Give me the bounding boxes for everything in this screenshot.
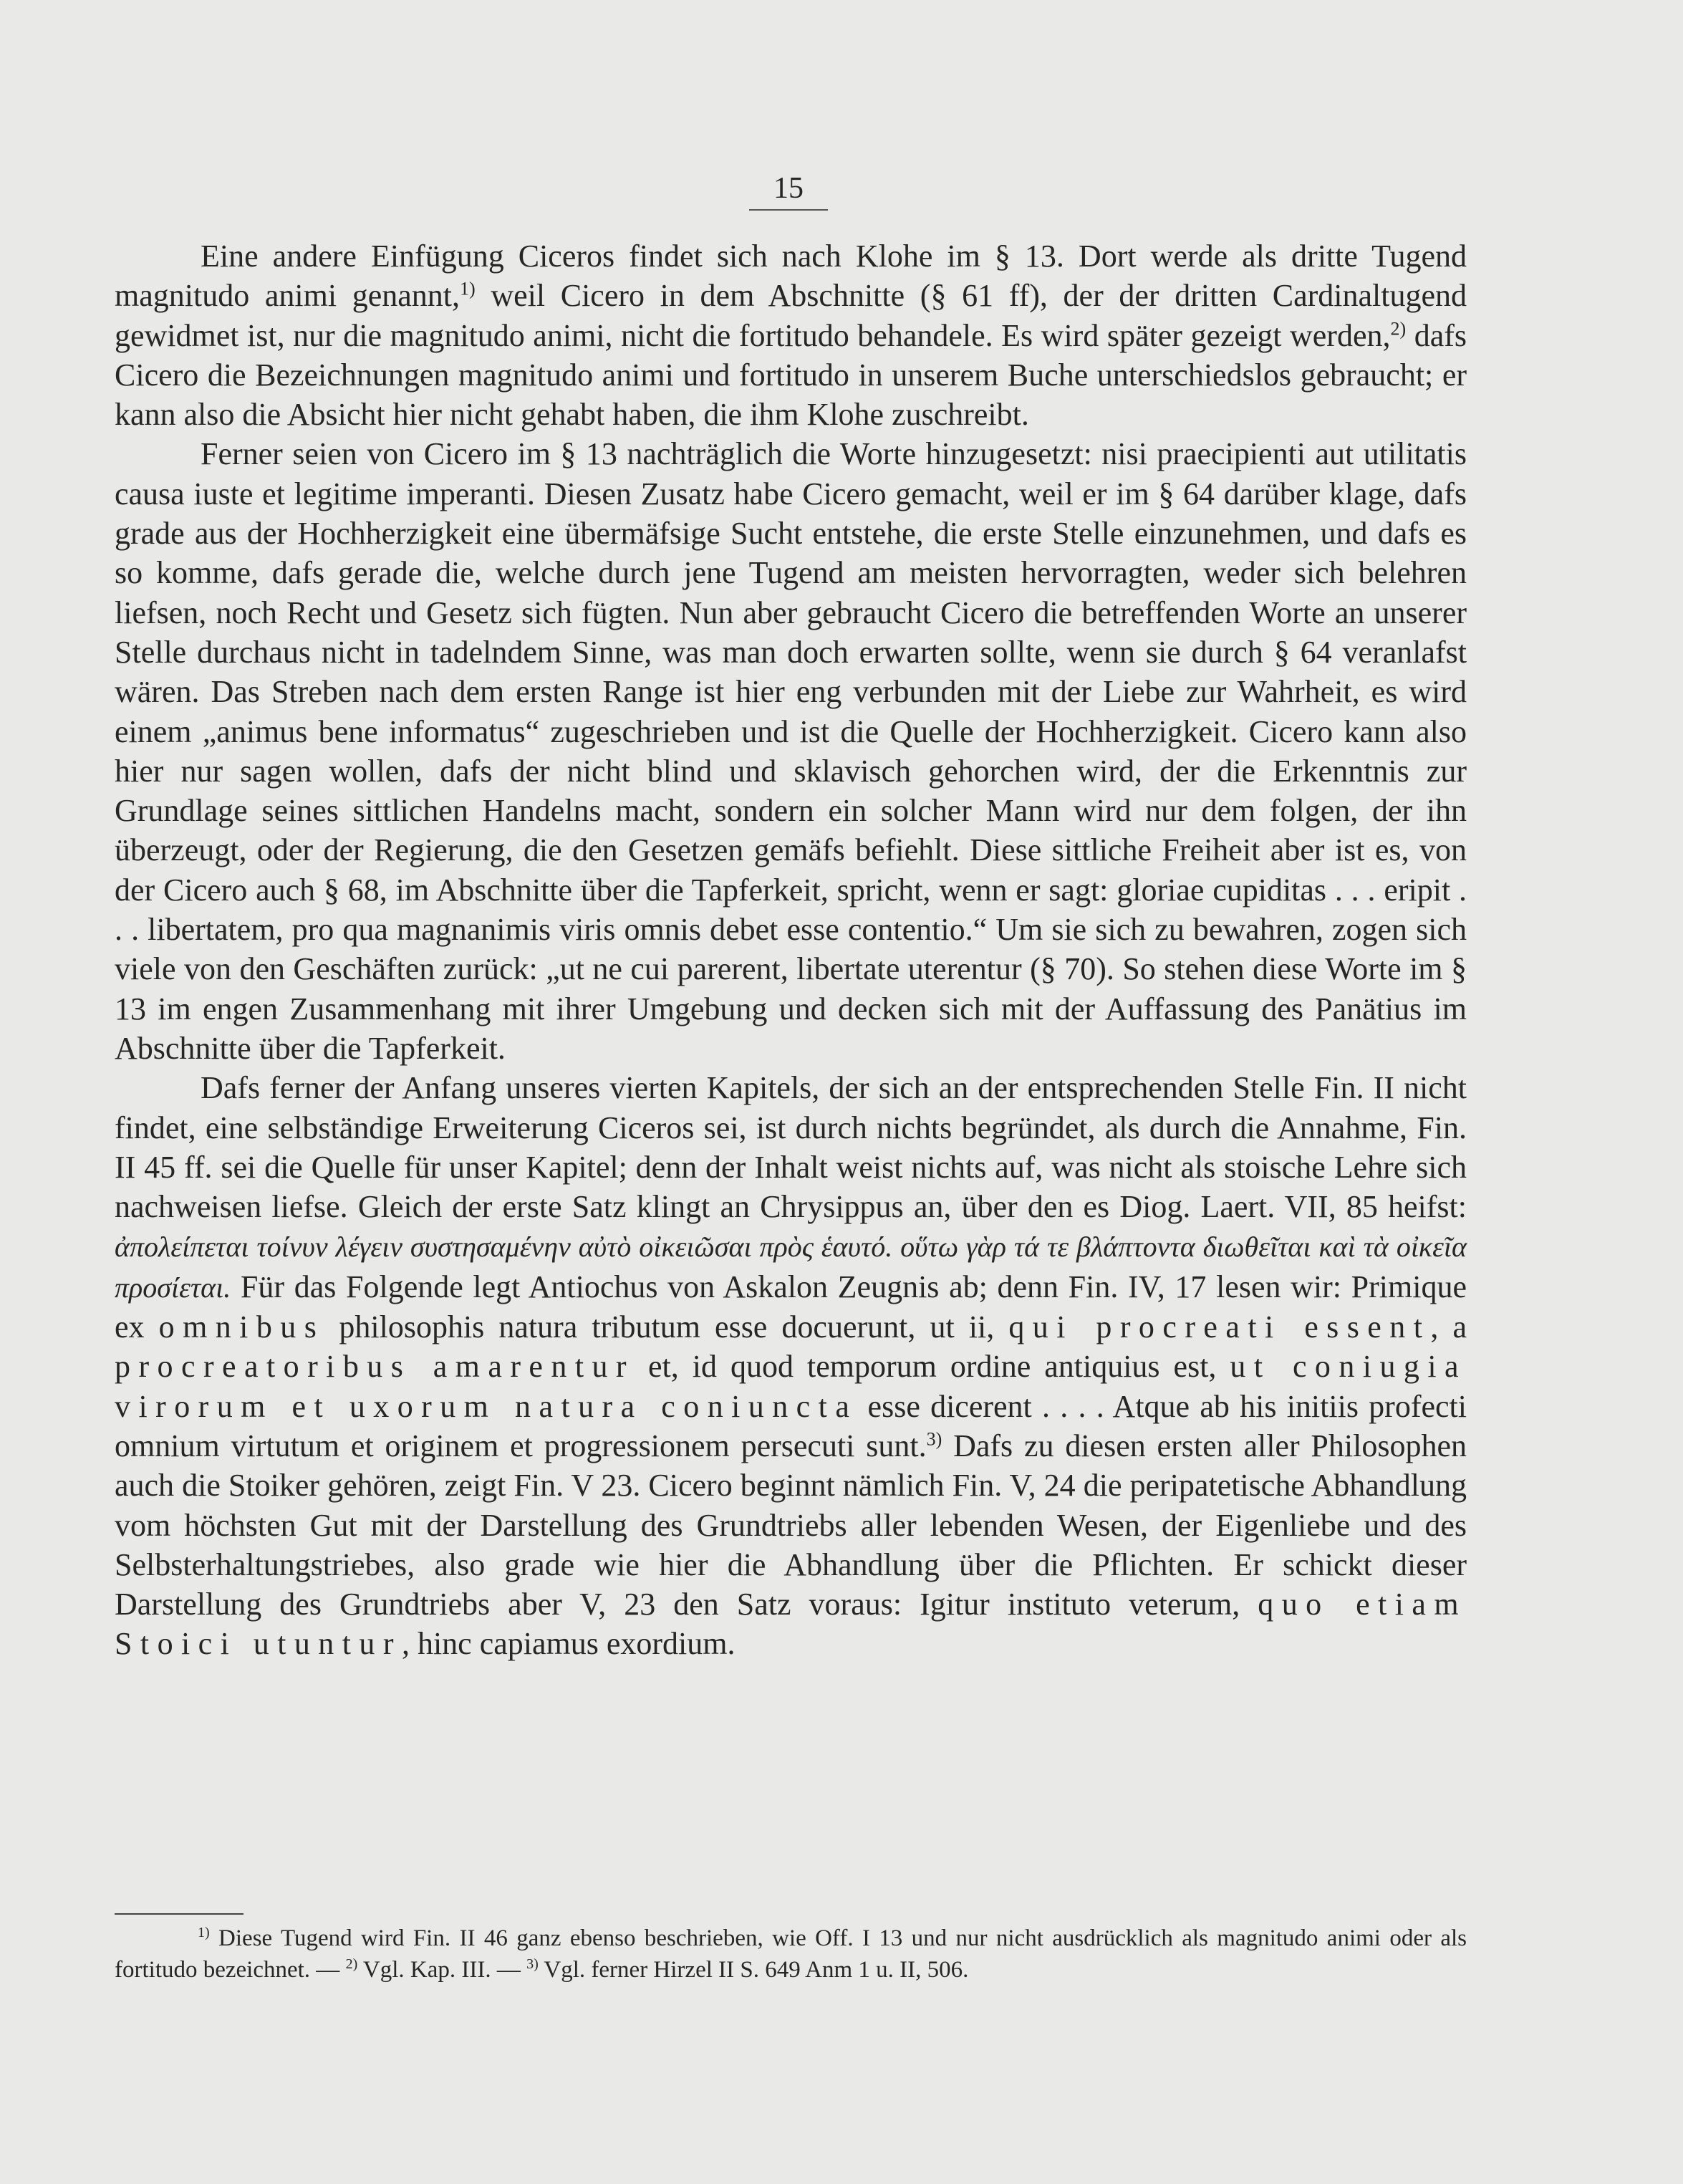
page-number: 15 (773, 172, 804, 205)
footnote-marker: 1) (460, 278, 476, 299)
text-run: Dafs ferner der Anfang unseres vierten Kapitels, der sich an der entsprechenden Stelle Fin. II nicht findet, eine selbständige Erweiterung Ciceros sei, ist durch nichts begründet, als durch die Annahme, Fin. II 45 ff. sei die Quelle für unser Kapitel; denn der Inhalt weist nichts auf, was nicht als stoische Lehre sich nachweisen liefse. Gleich der erste Satz klingt an Chrysippus an, über den es Diog. Laert. VII, 85 heifst: (115, 1070, 1467, 1225)
text-run: weil Cicero in dem Abschnitte (§ 61 ff), der der dritten Cardinaltugend gewidmet ist, nur die magnitudo animi, nicht die fortitudo behandele. Es wird später gezeigt werden, (115, 278, 1467, 353)
spaced-emphasis: procreatoribus amarentur (115, 1349, 635, 1385)
text-run: Für das Folgende legt Antiochus von Askalon Zeugnis ab; denn Fin. IV, 17 lesen wir: Primique ex (115, 1269, 1467, 1345)
footnote-rule (115, 1913, 243, 1915)
page-number-rule (749, 209, 828, 211)
footnote-marker: 3) (926, 1428, 942, 1450)
text-run: , hinc capiamus exordium. (401, 1626, 736, 1662)
text-run: Ferner seien von Cicero im § 13 nachträglich die Worte hinzugesetzt: nisi praecipienti aut utilitatis causa iuste et legitime imperanti. Diesen Zusatz habe Cicero gemacht, weil er im § 64 darüber klage, dafs grade aus der Hochherzigkeit eine übermäfsige Sucht entstehe, die erste Stelle einzunehmen, und dafs es so komme, dafs gerade die, welche durch jene Tugend am meisten hervorragten, weder sich belehren liefsen, noch Recht und Gesetz sich fügten. Nun aber gebraucht Cicero die betreffenden Worte an unserer Stelle durchaus nicht in tadelndem Sinne, was man doch erwarten sollte, wenn sie durch § 64 veranlafst wären. Das Streben nach dem ersten Range ist hier eng verbunden mit der Liebe zur Wahrheit, es wird einem „animus bene informatus“ zugeschrieben und ist die Quelle der Hochherzigkeit. Cicero kann also hier nur sagen wollen, dafs der nicht blind und sklavisch gehorchen wird, der die Erkenntnis zur Grundlage seines sittlichen Handelns macht, sondern ein solcher Mann wird nur dem folgen, der ihn überzeugt, oder der Regierung, die den Gesetzen gemäfs befiehlt. Diese sittliche Freiheit aber ist es, von der Cicero auch § 68, im Abschnitte über die Tapferkeit, spricht, wenn er sagt: gloriae cupiditas . . . eripit . . . libertatem, pro qua magnanimis viris omnis debet esse contentio.“ Um sie sich zu bewahren, zogen sich viele von den Geschäften zurück: „ut ne cui parerent, libertate uterentur (§ 70). So stehen diese Worte im § 13 im engen Zusammenhang mit ihrer Umgebung und decken sich mit der Auffassung des Panätius im Abschnitte über die Tapferkeit. (115, 436, 1467, 1066)
text-run: Vgl. Kap. III. — (357, 1957, 527, 1983)
body-text (115, 236, 1467, 1664)
spaced-emphasis: quo etiam Stoici utuntur (115, 1587, 1467, 1662)
footnote-marker: 1) (198, 1925, 210, 1940)
footnote-marker: 2) (1390, 317, 1407, 339)
spaced-emphasis: qui procreati essent (1008, 1309, 1431, 1345)
paragraph-2 (115, 434, 1467, 1068)
text-run: philosophis natura tributum esse docuerunt, ut ii, (324, 1309, 1009, 1345)
text-run: , a (1430, 1309, 1467, 1345)
spaced-emphasis: ut coniugia virorum et uxorum natura coniuncta (115, 1349, 1467, 1424)
paragraph-1 (115, 236, 1467, 434)
text-run: Dafs zu diesen ersten aller Philosophen auch die Stoiker gehören, zeigt Fin. V 23. Cicero beginnt nämlich Fin. V, 24 die peripatetische Abhandlung vom höchsten Gut mit der Darstellung des Grundtriebs aller lebenden Wesen, der Eigenliebe und des Selbsterhaltungstriebes, also grade wie hier die Abhandlung über die Pflichten. Er schickt dieser Darstellung des Grundtriebs aber V, 23 den Satz voraus: Igitur instituto veterum, (115, 1428, 1467, 1622)
text-run: Eine andere Einfügung Ciceros findet sich nach Klohe im § 13. Dort werde als dritte Tugend magnitudo animi genannt, (115, 239, 1467, 314)
text-run: Diese Tugend wird Fin. II 46 ganz ebenso beschrieben, wie Off. I 13 und nur nicht ausdrücklich als magnitudo animi oder als fortitudo bezeichnet. — (115, 1925, 1467, 1983)
text-run: esse dicerent . . . . Atque ab his initiis profecti omnium virtutum et originem et progressionem persecuti sunt. (115, 1388, 1467, 1463)
text-run: dafs Cicero die Bezeichnungen magnitudo animi und fortitudo in unserem Buche unterschiedslos gebraucht; er kann also die Absicht hier nicht gehabt haben, die ihm Klohe zuschreibt. (115, 317, 1467, 433)
text-run: et, id quod temporum ordine antiquius est, (635, 1349, 1230, 1385)
paragraph-3 (115, 1068, 1467, 1663)
footnote-marker: 2) (345, 1956, 358, 1972)
footnotes (115, 1923, 1467, 1986)
footnote-marker: 3) (526, 1956, 539, 1972)
text-run: Vgl. ferner Hirzel II S. 649 Anm 1 u. II, 506. (538, 1957, 969, 1983)
spaced-emphasis: omnibus (158, 1309, 325, 1345)
greek-quote: ἀπολείπεται τοίνυν λέγειν συστησαμένην αὐτὸ οἰκειῶσαι πρὸς ἑαυτό. οὕτω γὰρ τά τε βλάπτοντα διωθεῖται καὶ τὰ οἰκεῖα προσίεται. (115, 1231, 1467, 1304)
